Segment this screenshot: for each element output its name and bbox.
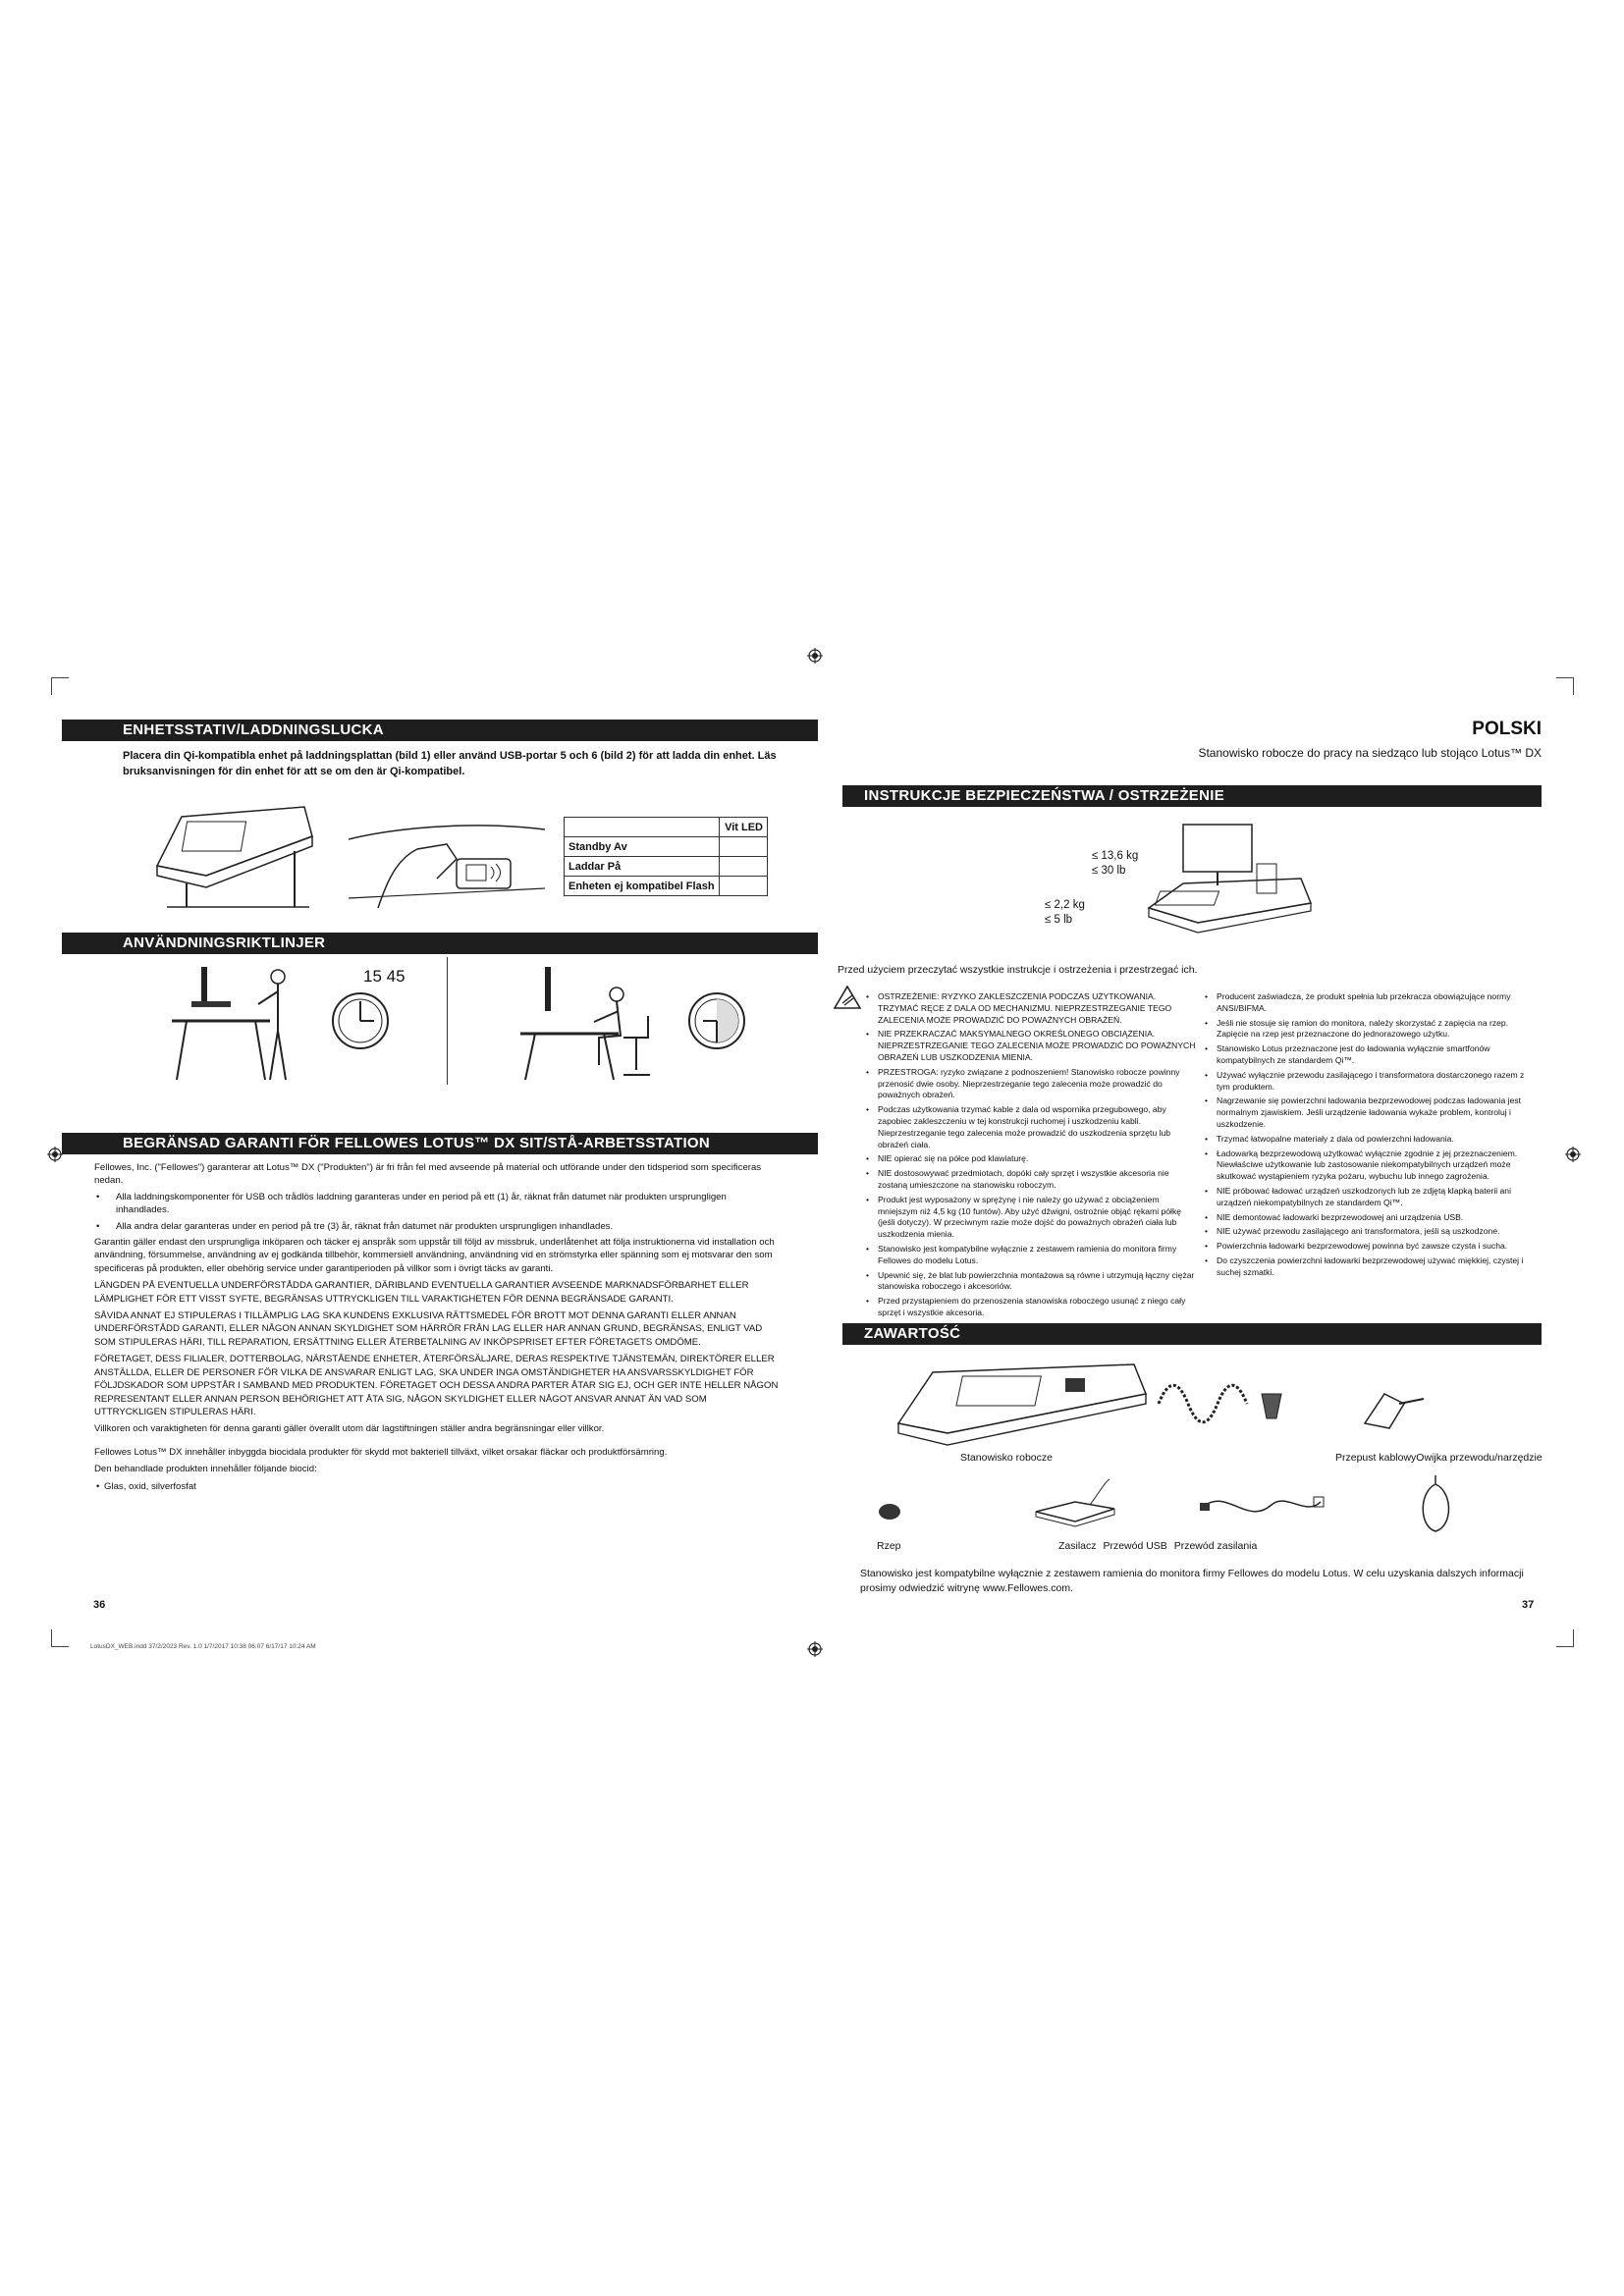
weight-kg-upper: ≤ 13,6 kg <box>1092 850 1139 862</box>
safety-item: • OSTRZEŻENIE: RYZYKO ZAKLESZCZENIA PODCZAS UŻYTKOWANIA. TRZYMAĆ RĘCE Z DALA OD MECHANIZMU. NIEPRZESTRZEGANIE TEGO ZALECENIA MOŻE PROWADZIĆ DO POWAŻNYCH OBRAŻEŃ. <box>864 991 1198 1026</box>
warning-triangle-icon <box>834 986 861 1009</box>
registration-mark-icon <box>807 648 823 664</box>
safety-item: • Podczas użytkowania trzymać kable z dala od wspornika przegubowego, aby zapobiec zakleszczeniu w tej konstrukcji ruchomej i uszkodzeniu kabli. Nieprzestrzeganie tego zalecenia może prowadzić do uszkodzenia sprzętu lub obrażeń ciała. <box>864 1104 1198 1150</box>
led-status-table <box>564 817 768 896</box>
weight-limit-lower <box>1045 898 1085 928</box>
crop-mark <box>1556 677 1574 678</box>
phone-charging-illustration <box>349 800 545 913</box>
crop-mark <box>1556 1646 1574 1647</box>
grommet-tool-illustration <box>1360 1384 1429 1433</box>
velcro-illustration <box>877 1502 902 1522</box>
weight-lb-lower: ≤ 5 lb <box>1045 914 1073 926</box>
safety-item: • Powierzchnia ładowarki bezprzewodowej powinna być zawsze czysta i sucha. <box>1203 1241 1532 1253</box>
led-row-charging: Laddar På <box>565 857 720 877</box>
warranty-paragraph-5: FÖRETAGET, DESS FILIALER, DOTTERBOLAG, NÄRSTÅENDE ENHETER, ÅTERFÖRSÄLJARE, DERAS RESPEKTIVE TJÄNSTEMÄN, DIREKTÖRER ELLER ANSTÄLLDA, ELLER DE PERSONER FÖR VILKA DE ANSVARAR ENLIGT LAG, SKA UNDER INGA OMSTÄNDIGHETER HA ANSVARSSKYLDIGHET FÖR FÖLJDSKADOR SOM UPPSTÅR I SAMBAND MED PRODUKTEN. FÖRETAGET OCH DESSA ANDRA PARTER ÅTAR SIG EJ, OCH GER INTE HELLER NÅGON REPRESENTANT ELLER ANNAN PERSON BEHÖRIGHET ATT ÅTA SIG, NÅGON SKYLDIGHET ELLER NÅGOT ANSVAR ANNAT ÄN VAD SOM UTTRYCKLIGEN STIPULERAS HÄRI. <box>94 1354 779 1417</box>
language-title: POLSKI <box>1472 719 1542 739</box>
cable-wrap-illustration <box>1154 1374 1301 1433</box>
caption-adapter: Zasilacz <box>1058 1540 1097 1552</box>
safety-item: • Upewnić się, że blat lub powierzchnia montażowa są równe i utrzymują łączny ciężar stanowiska roboczego i akcesoriów. <box>864 1270 1198 1294</box>
workstation-item-illustration <box>889 1355 1154 1448</box>
safety-item: • Ładowarką bezprzewodową użytkować wyłącznie zgodnie z jej przeznaczeniem. Niewłaściwe użytkowanie lub zastosowanie niekompatybilnych urządzeń może skutkować wystąpieniem ryzyka pożaru, wybuchu lub innego zagrożenia. <box>1203 1148 1532 1183</box>
safety-item: • Przed przystąpieniem do przenoszenia stanowiska roboczego usunąć z niego cały sprzęt i wszystkie akcesoria. <box>864 1296 1198 1319</box>
safety-item: • NIE opierać się na półce pod klawiaturę. <box>864 1153 1198 1165</box>
warranty-paragraph-8: Den behandlade produkten innehåller följande biocid: <box>94 1464 317 1475</box>
adapter-illustration <box>1031 1477 1119 1531</box>
usb-power-cables-illustration <box>1198 1477 1326 1531</box>
safety-item: • NIE próbować ładować urządzeń uszkodzonych lub ze zdjętą klapką baterii ani urządzeń niekompatybilnych ze standardem Qi™. <box>1203 1186 1532 1209</box>
warranty-bullet-1: • Alla laddningskomponenter för USB och trådlös laddning garanteras under en period på ett (1) år, räknat från datumet när produkten ursprungligen inhandlades. <box>94 1191 782 1217</box>
safety-item: • NIE PRZEKRACZAĆ MAKSYMALNEGO OKREŚLONEGO OBCIĄŻENIA. NIEPRZESTRZEGANIE TEGO ZALECENIA MOŻE PROWADZIĆ DO POWAŻNYCH OBRAŻEŃ LUB USZKODZENIA MIENIA. <box>864 1029 1198 1063</box>
weight-lb-upper: ≤ 30 lb <box>1092 865 1126 877</box>
safety-item: • NIE używać przewodu zasilającego ani transformatora, jeśli są uszkodzone. <box>1203 1226 1532 1238</box>
crop-mark <box>51 1629 52 1647</box>
safety-item: • Stanowisko Lotus przeznaczone jest do ładowania wyłącznie smartfonów kompatybilnych ze standardem Qi™. <box>1203 1043 1532 1067</box>
safety-item: • PRZESTROGA: ryzyko związane z podnoszeniem! Stanowisko robocze powinny przenosić dwie osoby. Nieprzestrzeganie tego zalecenia może prowadzić do poważnych obrażeń. <box>864 1067 1198 1101</box>
right-page-number: 37 <box>1522 1599 1535 1611</box>
warranty-paragraph-3: LÄNGDEN PÅ EVENTUELLA UNDERFÖRSTÅDDA GARANTIER, DÄRIBLAND EVENTUELLA GARANTIER AVSEENDE MARKNADSFÖRBARHET ELLER LÄMPLIGHET FÖR ETT VISST SYFTE, BEGRÄNSAS UTTRYCKLIGEN TILL VARAKTIGHETEN FÖR DENNA BEGRÄNSADE GARANTI. <box>94 1280 749 1305</box>
registration-mark-icon <box>807 1641 823 1657</box>
safety-item: • Producent zaświadcza, że produkt spełnia lub przekracza obowiązujące normy ANSI/BIFMA. <box>1203 991 1532 1015</box>
crop-mark <box>1573 677 1574 695</box>
left-page-number: 36 <box>93 1599 106 1611</box>
cable-illustration <box>1414 1472 1458 1536</box>
workstation-illustration <box>147 797 314 910</box>
usage-divider <box>447 957 448 1085</box>
warranty-bullet-3: • Glas, oxid, silverfosfat <box>94 1480 782 1493</box>
clock-icon <box>687 991 746 1050</box>
warranty-paragraph-6: Villkoren och varaktigheten för denna garanti gäller överallt utom där lagstiftningen ställer andra begränsningar eller villkor. <box>94 1423 605 1435</box>
warranty-paragraph-2: Garantin gäller endast den ursprungliga inköparen och täcker ej anspråk som uppstår till följd av missbruk, underlåtenhet att följa instruktionerna vid installation och användning, försummelse, användning av ej godkända tillbehör, kommersiell användning, användning vid en strömstyrka eller spänning som ej motsvarar den som specificeras på produkten, eller obehörig service under garantiperioden på villkor som i övrigt täcks av garanti. <box>94 1237 775 1274</box>
crop-mark <box>51 677 52 695</box>
caption-power-cord: Przewód zasilania <box>1173 1540 1258 1552</box>
warranty-text <box>94 1161 782 1496</box>
section-header-charging: ENHETSSTATIV/LADDNINGSLUCKA <box>62 720 818 741</box>
safety-intro: Przed użyciem przeczytać wszystkie instrukcje i ostrzeżenia i przestrzegać ich. <box>838 964 1198 976</box>
workstation-load-illustration <box>1129 815 1316 952</box>
footer-slug: LotusDX_WEB.indd 37/2/2023 Rev. 1.0 1/7/2017 10:38 06:07 6/17/17 10:24 AM <box>90 1643 316 1650</box>
weight-kg-lower: ≤ 2,2 kg <box>1045 899 1085 911</box>
safety-item: • NIE demontować ładowarki bezprzewodowej ani urządzenia USB. <box>1203 1212 1532 1224</box>
caption-workstation: Stanowisko robocze <box>960 1452 1053 1464</box>
safety-item: • Produkt jest wyposażony w sprężynę i nie należy go używać z obciążeniem mniejszym niż 4,5 kg (10 funtów). Aby użyć dźwigni, ostrożnie objąć rękami półkę (jeśli dotyczy). W przeciwnym razie może dojść do poważnych obrażeń ciała lub uszkodzenia mienia. <box>864 1195 1198 1241</box>
caption-usb: Przewód USB <box>1103 1540 1167 1552</box>
registration-mark-icon <box>1565 1147 1581 1162</box>
section-header-contents: ZAWARTOŚĆ <box>842 1323 1542 1345</box>
safety-item: • Używać wyłącznie przewodu zasilającego i transformatora dostarczonego razem z tym produktem. <box>1203 1070 1532 1094</box>
usage-time-label: 15 45 <box>363 967 406 986</box>
warranty-paragraph-7: Fellowes Lotus™ DX innehåller inbyggda biocidala produkter för skydd mot bakteriell tillväxt, vilket orsakar fläckar och produktförsämring. <box>94 1446 668 1458</box>
warranty-paragraph-1: Fellowes, Inc. ("Fellowes") garanterar att Lotus™ DX ("Produkten") är fri från fel med avseende på material och utförande under den tidsperiod som specificeras nedan. <box>94 1162 762 1187</box>
crop-mark <box>1573 1629 1574 1647</box>
caption-power-group <box>1058 1540 1257 1552</box>
warranty-bullet-2: • Alla andra delar garanteras under en period på tre (3) år, räknat från datumet när produkten ursprungligen inhandlades. <box>94 1220 782 1233</box>
crop-mark <box>51 677 69 678</box>
safety-item: • NIE dostosowywać przedmiotach, dopóki cały sprzęt i wszystkie akcesoria nie zostaną umieszczone na stanowisku roboczym. <box>864 1168 1198 1192</box>
caption-velcro: Rzep <box>877 1540 901 1552</box>
product-subtitle: Stanowisko robocze do pracy na siedząco lub stojąco Lotus™ DX <box>1198 746 1542 760</box>
caption-tool: /narzędzie <box>1494 1452 1543 1464</box>
section-header-safety: INSTRUKCJE BEZPIECZEŃSTWA / OSTRZEŻENIE <box>842 785 1542 807</box>
caption-grommet-wrap-tool <box>1335 1452 1543 1464</box>
led-row-standby: Standby Av <box>565 837 720 857</box>
safety-item: • Trzymać łatwopalne materiały z dala od powierzchni ładowania. <box>1203 1134 1532 1146</box>
weight-limit-upper <box>1092 849 1138 879</box>
warranty-paragraph-4: SÅVIDA ANNAT EJ STIPULERAS I TILLÄMPLIG LAG SKA KUNDENS EXKLUSIVA RÄTTSMEDEL FÖR BROTT MOT DENNA GARANTI ELLER ANNAN UNDERFÖRSTÅDD GARANTI, ELLER NÅGON ANNAN SKYLDIGHET SOM HÄRRÖR FRÅN LAG ELLER HAR ANNAN GRUND, BEGRÄNSAS, ENLIGT VAD SOM STIPULERAS HÄRI, TILL REPARATION, ERSÄTTNING ELLER ÅTERBETALNING AV INKÖPSPRISET EFTER FÖRETAGETS OMDÖME. <box>94 1310 763 1348</box>
charging-intro: Placera din Qi-kompatibla enhet på laddningsplattan (bild 1) eller använd USB-portar 5 och 6 (bild 2) för att ladda din enhet. Läs bruksanvisningen för din enhet för att se om den är Qi-kompatibel. <box>123 750 777 777</box>
safety-list-left <box>864 991 1198 1322</box>
safety-item: • Do czyszczenia powierzchni ładowarki bezprzewodowej używać miękkiej, czystej i suchej szmatki. <box>1203 1255 1532 1279</box>
safety-item: • Jeśli nie stosuje się ramion do monitora, należy skorzystać z zapięcia na rzep. Zapięcie na rzep jest przeznaczone do jednorazowego użytku. <box>1203 1018 1532 1041</box>
standing-user-illustration <box>162 957 319 1085</box>
caption-wrap: Owijka przewodu <box>1416 1452 1495 1464</box>
crop-mark <box>51 1646 69 1647</box>
compatibility-note: Stanowisko jest kompatybilne wyłącznie z zestawem ramienia do monitora firmy Fellowes do modelu Lotus. W celu uzyskania dalszych informacji prosimy odwiedzić witrynę www.Fellowes.com. <box>860 1568 1524 1594</box>
sitting-user-illustration <box>520 957 668 1085</box>
safety-item: • Stanowisko jest kompatybilne wyłącznie z zestawem ramienia do monitora firmy Fellowes do modelu Lotus. <box>864 1244 1198 1267</box>
clock-icon <box>331 991 390 1050</box>
led-row-incompatible: Enheten ej kompatibel Flash <box>565 877 720 896</box>
section-header-warranty: BEGRÄNSAD GARANTI FÖR FELLOWES LOTUS™ DX SIT/STÅ-ARBETSSTATION <box>62 1133 818 1154</box>
safety-list-right <box>1203 991 1532 1282</box>
led-column-header: Vit LED <box>719 818 767 837</box>
caption-grommet: Przepust kablowy <box>1335 1452 1417 1464</box>
safety-item: • Nagrzewanie się powierzchni ładowania bezprzewodowej podczas ładowania jest normalnym zjawiskiem. Jeśli urządzenie ładowania wykaże problem, kontroluj i uszkodzenie. <box>1203 1095 1532 1130</box>
registration-mark-icon <box>47 1147 63 1162</box>
section-header-usage: ANVÄNDNINGSRIKTLINJER <box>62 933 818 954</box>
